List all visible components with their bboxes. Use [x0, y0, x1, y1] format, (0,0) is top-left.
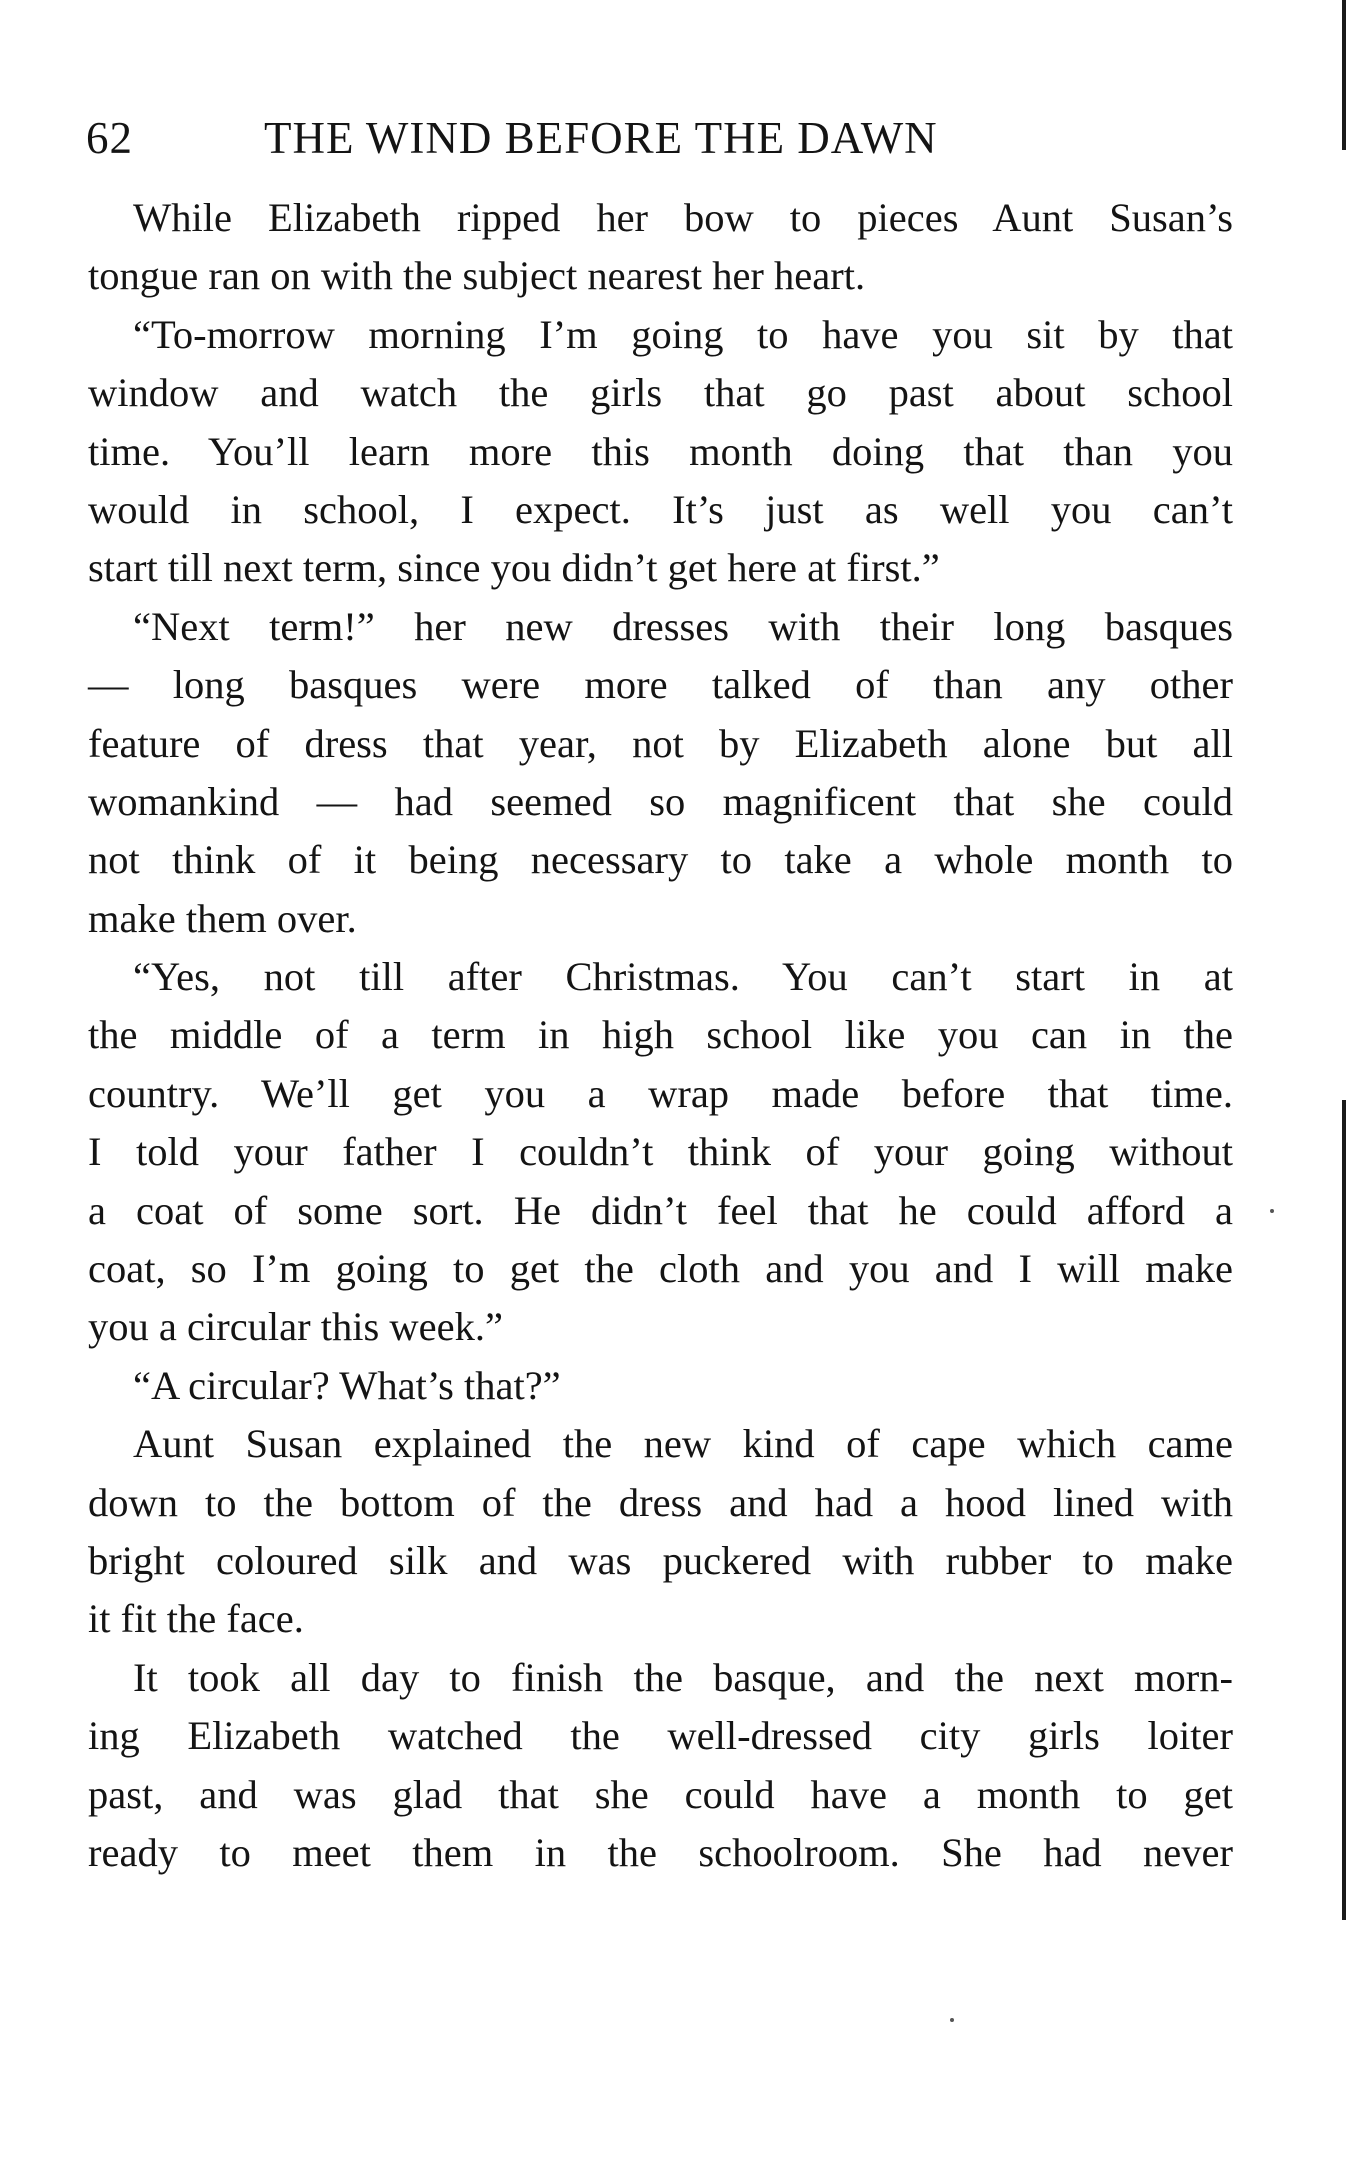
text-line: make them over.	[88, 895, 357, 941]
text-line: time. You’ll learn more this month doing that than you	[88, 428, 1233, 474]
text-line: would in school, I expect. It’s just as well you can’t	[88, 486, 1233, 532]
body-text	[88, 189, 1233, 1882]
scan-edge-line	[1342, 1100, 1346, 1920]
text-line: ready to meet them in the schoolroom. She had never	[88, 1829, 1233, 1875]
text-line: country. We’ll get you a wrap made before that time.	[88, 1070, 1233, 1116]
text-line: it fit the face.	[88, 1596, 304, 1642]
text-line: — long basques were more talked of than any other	[88, 662, 1233, 708]
text-line: a coat of some sort. He didn’t feel that he could afford a	[88, 1187, 1233, 1233]
text-line: not think of it being necessary to take a whole month to	[88, 837, 1233, 883]
scan-speck	[950, 2018, 954, 2022]
page-number: 62	[86, 113, 133, 163]
text-line: start till next term, since you didn’t get here at first.”	[88, 545, 940, 591]
text-line: the middle of a term in high school like you can in the	[88, 1012, 1233, 1058]
text-line: window and watch the girls that go past about school	[88, 370, 1233, 416]
scan-edge-line	[1342, 0, 1346, 150]
text-line: you a circular this week.”	[88, 1304, 503, 1350]
text-line: It took all day to finish the basque, and the next morn-	[133, 1654, 1233, 1700]
text-line: Aunt Susan explained the new kind of cape which came	[133, 1421, 1233, 1467]
text-line: “A circular? What’s that?”	[133, 1362, 561, 1408]
text-line: “To-morrow morning I’m going to have you sit by that	[133, 311, 1233, 357]
scan-speck	[1270, 1209, 1274, 1213]
text-line: “Next term!” her new dresses with their long basques	[133, 603, 1233, 649]
text-line: ing Elizabeth watched the well-dressed city girls loiter	[88, 1713, 1233, 1759]
text-line: womankind — had seemed so magnificent that she could	[88, 778, 1233, 824]
text-line: coat, so I’m going to get the cloth and you and I will make	[88, 1246, 1233, 1292]
running-head	[86, 108, 1236, 168]
text-line: past, and was glad that she could have a month to get	[88, 1771, 1233, 1817]
text-line: down to the bottom of the dress and had a hood lined with	[88, 1479, 1233, 1525]
text-line: tongue ran on with the subject nearest her heart.	[88, 253, 866, 299]
book-title: THE WIND BEFORE THE DAWN	[264, 113, 938, 163]
text-line: bright coloured silk and was puckered with rubber to make	[88, 1537, 1233, 1583]
text-line: feature of dress that year, not by Elizabeth alone but all	[88, 720, 1233, 766]
text-line: While Elizabeth ripped her bow to pieces Aunt Susan’s	[133, 195, 1233, 240]
text-line: “Yes, not till after Christmas. You can’t start in at	[133, 954, 1233, 1000]
text-line: I told your father I couldn’t think of your going without	[88, 1129, 1233, 1175]
